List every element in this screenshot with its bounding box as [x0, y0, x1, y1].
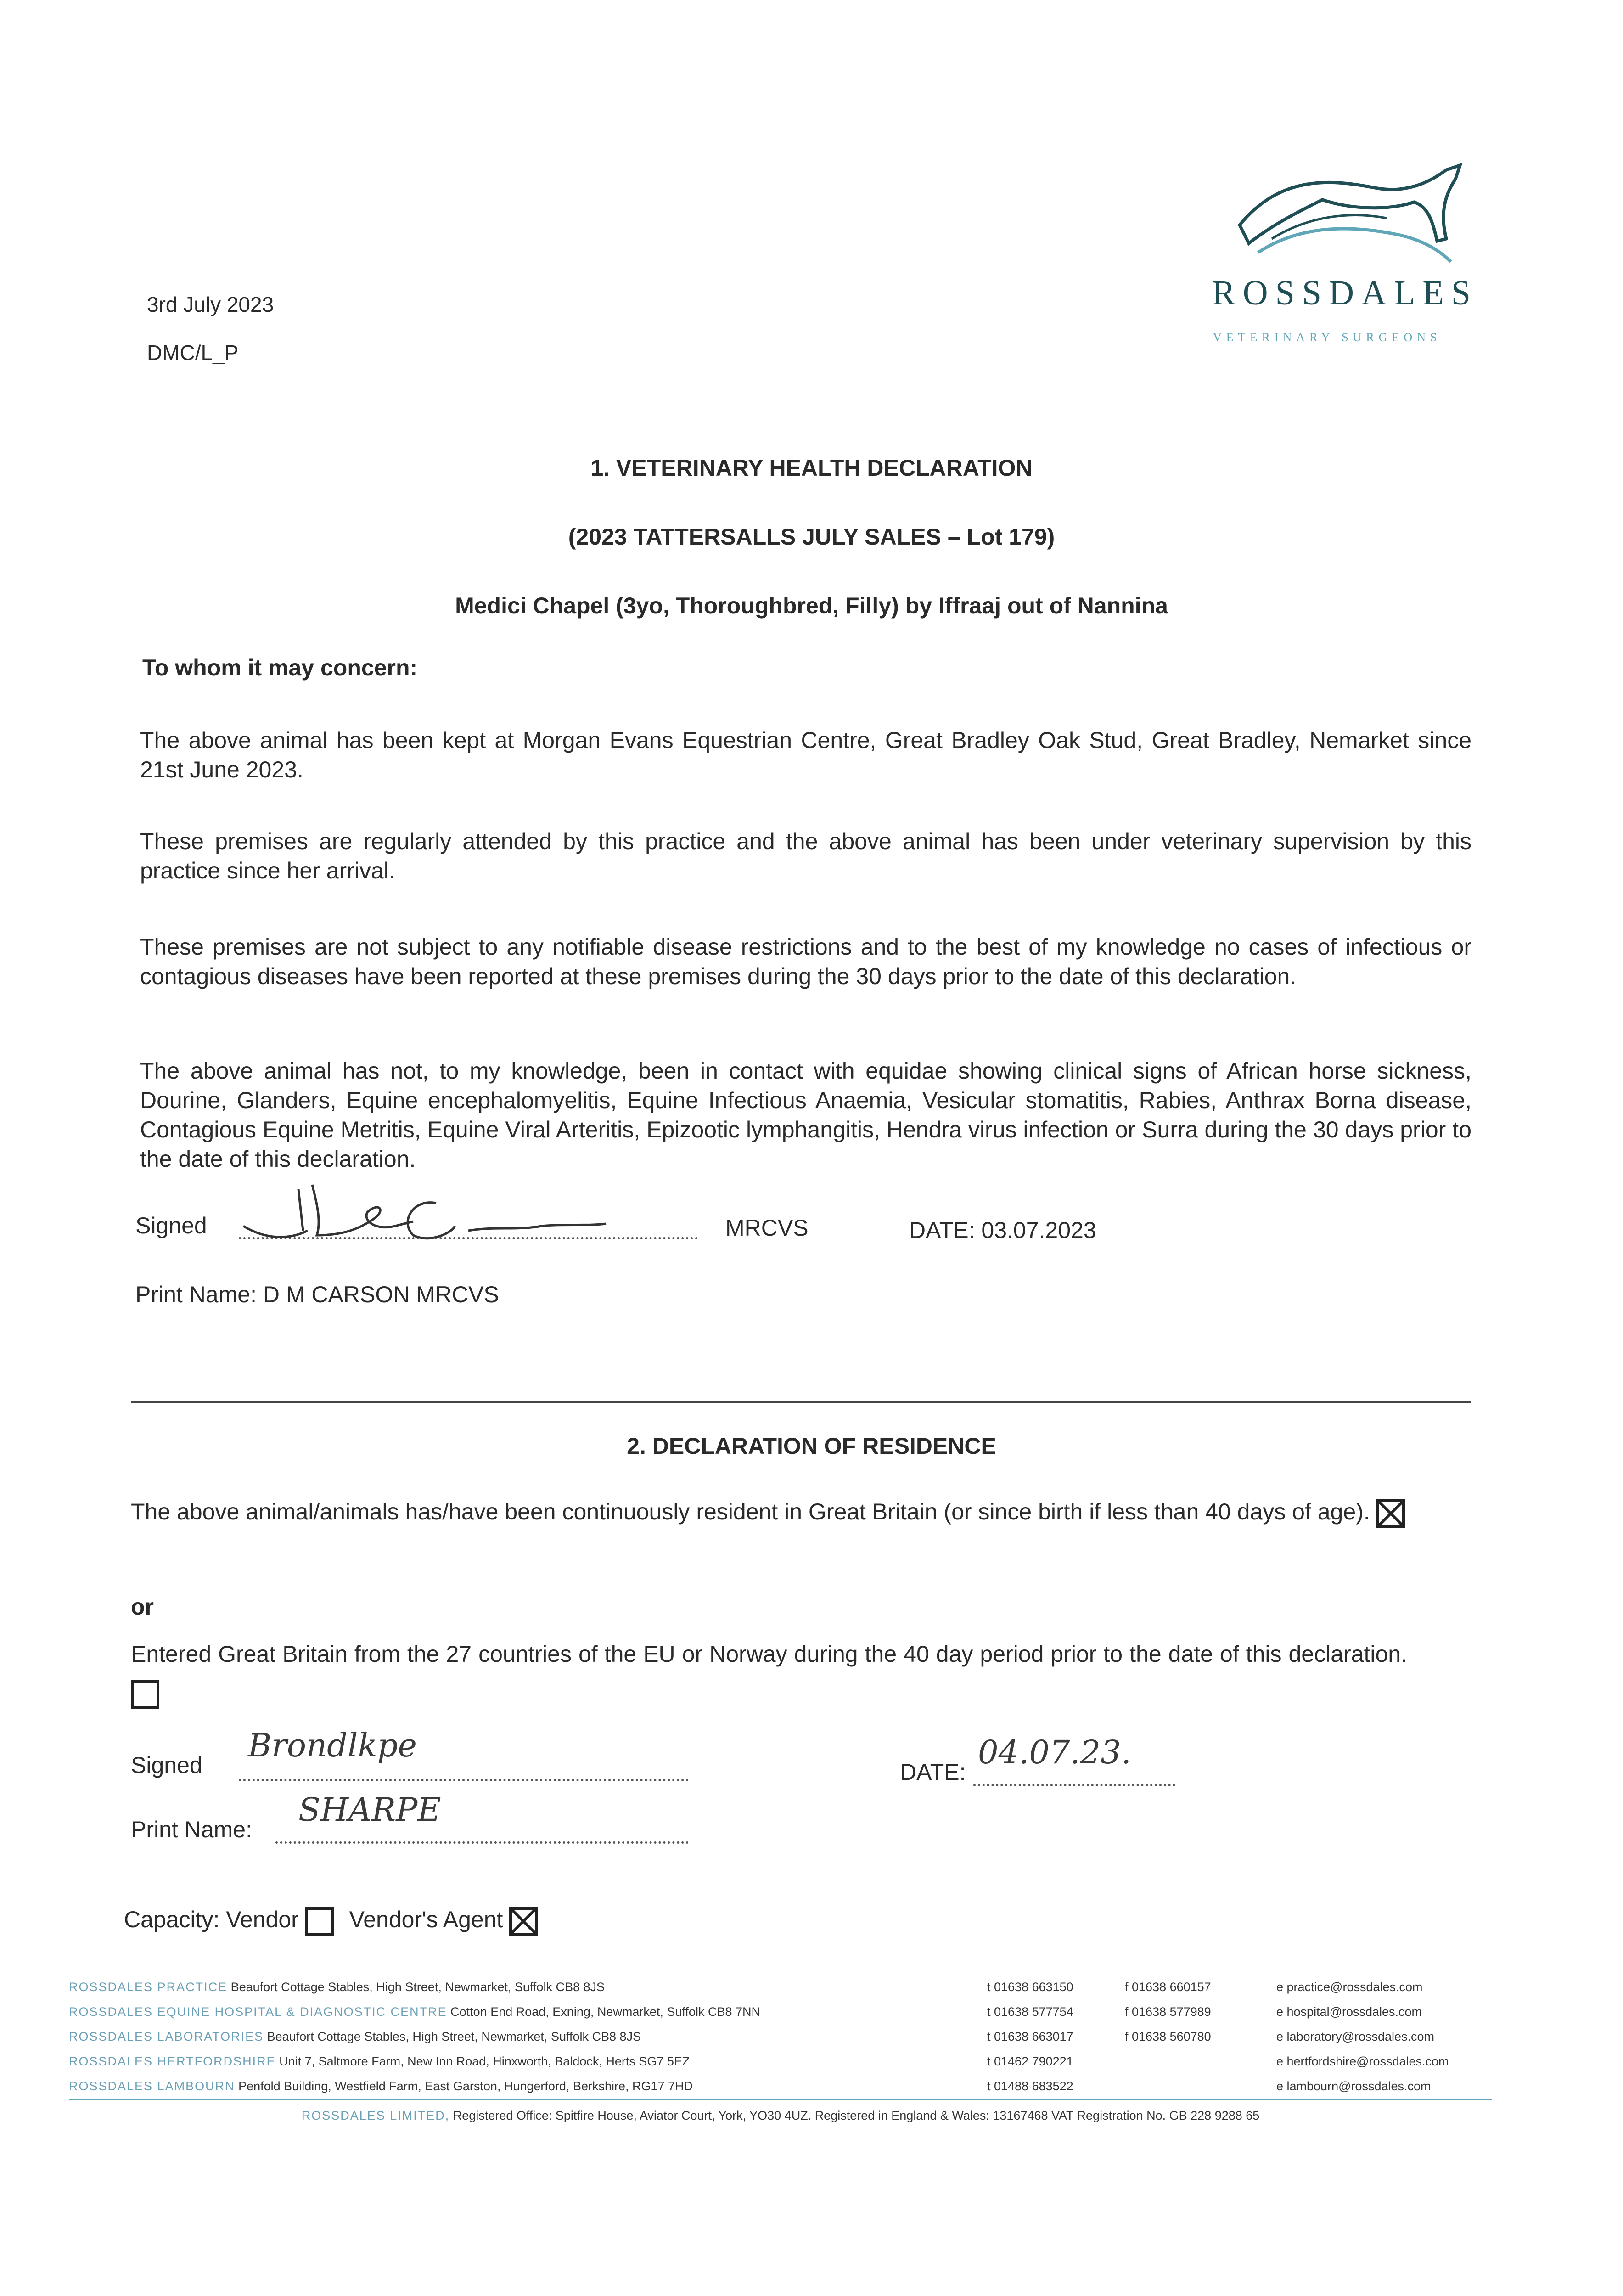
owner-print-label: Print Name:	[131, 1817, 252, 1842]
footer	[69, 1975, 1492, 2128]
owner-signature: Brondlkpe	[248, 1727, 417, 1764]
vendor-agent-checkbox[interactable]	[509, 1907, 538, 1936]
footer-address: Beaufort Cottage Stables, High Street, Newmarket, Suffolk CB8 8JS	[267, 2030, 641, 2043]
section-divider	[131, 1401, 1471, 1403]
vet-print-name: Print Name: D M CARSON MRCVS	[135, 1282, 499, 1307]
salutation: To whom it may concern:	[142, 655, 418, 681]
vet-signed-suffix: MRCVS	[725, 1215, 809, 1241]
owner-signed-label: Signed	[131, 1752, 202, 1778]
footer-tag: ROSSDALES HERTFORDSHIRE	[69, 2054, 276, 2068]
footer-fax: f 01638 560780	[1125, 2030, 1211, 2043]
footer-address: Cotton End Road, Exning, Newmarket, Suffolk CB8 7NN	[450, 2005, 760, 2019]
footer-address: Unit 7, Saltmore Farm, New Inn Road, Hinxworth, Baldock, Herts SG7 5EZ	[279, 2054, 690, 2068]
residence-option-2-text: Entered Great Britain from the 27 countries of the EU or Norway during the 40 day period prior to the date of this declaration.	[131, 1641, 1407, 1667]
footer-fax: f 01638 577989	[1125, 2005, 1211, 2019]
horse-logo-icon	[1230, 156, 1469, 266]
footer-tel: t 01488 683522	[987, 2079, 1073, 2093]
residence-checkbox-1[interactable]	[1376, 1499, 1405, 1528]
logo-tagline: VETERINARY SURGEONS	[1213, 331, 1442, 344]
footer-registered-text: Registered Office: Spitfire House, Aviator Court, York, YO30 4UZ. Registered in England & Wales: 13167468 VAT Registration No. GB 228 9288 65	[453, 2109, 1260, 2122]
or-label: or	[131, 1594, 154, 1620]
residence-option-2	[131, 1635, 1407, 1712]
footer-tag: ROSSDALES LAMBOURN	[69, 2079, 235, 2093]
footer-fax: f 01638 660157	[1125, 1980, 1211, 1994]
residence-option-1	[131, 1492, 1407, 1531]
owner-signature-line	[239, 1763, 689, 1781]
rossdales-logo	[1203, 156, 1492, 363]
footer-tel: t 01462 790221	[987, 2054, 1073, 2068]
footer-tel: t 01638 663017	[987, 2030, 1073, 2043]
vet-signature-date: DATE: 03.07.2023	[909, 1217, 1096, 1243]
footer-row	[69, 2049, 1492, 2074]
residence-checkbox-2[interactable]	[131, 1680, 159, 1709]
vet-signed-label: Signed	[135, 1213, 207, 1238]
vet-signature	[239, 1176, 698, 1249]
footer-row	[69, 1975, 1492, 1999]
footer-row	[69, 1999, 1492, 2024]
paragraph-diseases: The above animal has not, to my knowledge, been in contact with equidae showing clinical signs of African horse sickness, Dourine, Glanders, Equine encephalomyelitis, Equine Infectious Anaemia, Vesicular stomatitis, Rabies, Anthrax Borna disease, Contagious Equine Metritis, Equine Viral Arteritis, Epizootic lymphangitis, Hendra virus infection or Surra during the 30 days prior to the date of this declaration.	[140, 1058, 1471, 1172]
owner-date-value: 04.07.23.	[978, 1733, 1131, 1771]
letter-reference: DMC/L_P	[147, 341, 239, 365]
footer-tag: ROSSDALES PRACTICE	[69, 1980, 228, 1994]
footer-row	[69, 2074, 1492, 2100]
residence-option-1-text: The above animal/animals has/have been continuously resident in Great Britain (or since birth if less than 40 days of age).	[131, 1499, 1370, 1525]
footer-email: e lambourn@rossdales.com	[1276, 2079, 1431, 2093]
footer-tel: t 01638 577754	[987, 2005, 1073, 2019]
footer-fax	[1125, 2049, 1276, 2074]
footer-fax	[1125, 2074, 1276, 2099]
footer-tag: ROSSDALES LABORATORIES	[69, 2030, 264, 2043]
footer-email: e practice@rossdales.com	[1276, 1980, 1423, 1994]
paragraph-supervision: These premises are regularly attended by this practice and the above animal has been under veterinary supervision by this practice since her arrival.	[140, 828, 1471, 884]
section1-title: 1. VETERINARY HEALTH DECLARATION	[590, 455, 1033, 481]
footer-email: e hospital@rossdales.com	[1276, 2005, 1422, 2019]
paragraph-residence: The above animal has been kept at Morgan Evans Equestrian Centre, Great Bradley Oak Stud, Great Bradley, Nemarket since 21st June 2023.	[140, 727, 1471, 782]
capacity-vendor-label: Capacity: Vendor	[124, 1907, 299, 1932]
footer-row	[69, 2024, 1492, 2049]
footer-address: Beaufort Cottage Stables, High Street, Newmarket, Suffolk CB8 8JS	[230, 1980, 605, 1994]
owner-print-value: SHARPE	[298, 1791, 441, 1829]
letter-date: 3rd July 2023	[147, 293, 274, 316]
footer-email: e hertfordshire@rossdales.com	[1276, 2054, 1449, 2068]
capacity-row	[124, 1903, 538, 1936]
section2-title: 2. DECLARATION OF RESIDENCE	[627, 1433, 996, 1459]
vendor-checkbox[interactable]	[305, 1907, 334, 1936]
owner-date-line	[973, 1770, 1175, 1786]
footer-email: e laboratory@rossdales.com	[1276, 2030, 1435, 2043]
paragraph-restrictions: These premises are not subject to any notifiable disease restrictions and to the best of my knowledge no cases of infectious or contagious diseases have been reported at these premises during the 30 days prior to the date of this declaration.	[140, 934, 1471, 989]
footer-tag: ROSSDALES EQUINE HOSPITAL & DIAGNOSTIC CENTRE	[69, 2005, 447, 2019]
logo-wordmark: ROSSDALES	[1212, 274, 1478, 312]
section1-subtitle: (2023 TATTERSALLS JULY SALES – Lot 179)	[568, 524, 1055, 550]
footer-tel: t 01638 663150	[987, 1980, 1073, 1994]
owner-print-line	[275, 1828, 689, 1844]
footer-address: Penfold Building, Westfield Farm, East Garston, Hungerford, Berkshire, RG17 7HD	[238, 2079, 693, 2093]
footer-registered-tag: ROSSDALES LIMITED,	[301, 2109, 450, 2122]
owner-date-label: DATE:	[900, 1759, 966, 1785]
vendor-agent-label: Vendor's Agent	[349, 1907, 503, 1932]
horse-description: Medici Chapel (3yo, Thoroughbred, Filly) by Iffraaj out of Nannina	[455, 593, 1168, 619]
footer-registered	[69, 2103, 1492, 2128]
